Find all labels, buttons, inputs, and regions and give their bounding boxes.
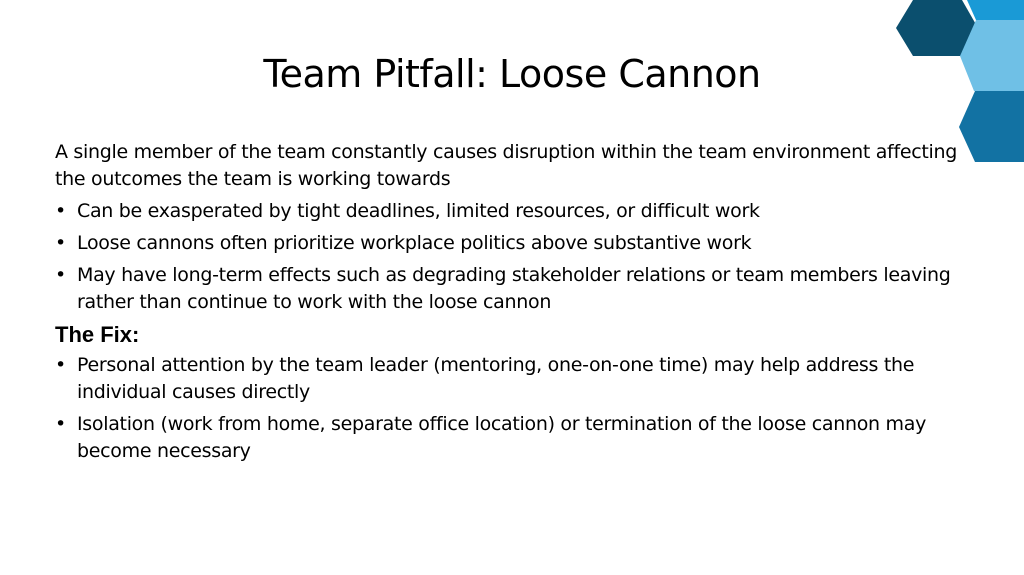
slide-body xyxy=(55,139,990,470)
list-item xyxy=(55,411,990,465)
fix-heading: The Fix: xyxy=(55,322,140,347)
bullet-glyph: • xyxy=(55,354,66,376)
intro-paragraph: A single member of the team constantly causes disruption within the team environment affecting the outcomes the team is working towards xyxy=(55,141,957,190)
list-item xyxy=(55,352,990,406)
list-item-text: Personal attention by the team leader (mentoring, one-on-one time) may help address the individual causes directly xyxy=(77,354,915,403)
bullet-glyph: • xyxy=(55,232,66,254)
fix-bullet-list xyxy=(55,352,990,465)
list-item-text: Loose cannons often prioritize workplace politics above substantive work xyxy=(77,232,752,254)
slide-title: Team Pitfall: Loose Cannon xyxy=(263,52,761,96)
list-item-text: Can be exasperated by tight deadlines, limited resources, or difficult work xyxy=(77,200,760,222)
hexagon-dark xyxy=(896,0,978,56)
list-item xyxy=(55,262,990,316)
list-item xyxy=(55,198,990,225)
list-item-text: May have long-term effects such as degrading stakeholder relations or team members leaving rather than continue to work with the loose cannon xyxy=(77,264,951,313)
hexagon-bright-top xyxy=(967,0,1024,20)
list-item xyxy=(55,230,990,257)
list-item-text: Isolation (work from home, separate office location) or termination of the loose cannon may become necessary xyxy=(77,413,927,462)
bullet-glyph: • xyxy=(55,264,66,286)
bullet-glyph: • xyxy=(55,413,66,435)
pitfall-bullet-list xyxy=(55,198,990,316)
bullet-glyph: • xyxy=(55,200,66,222)
